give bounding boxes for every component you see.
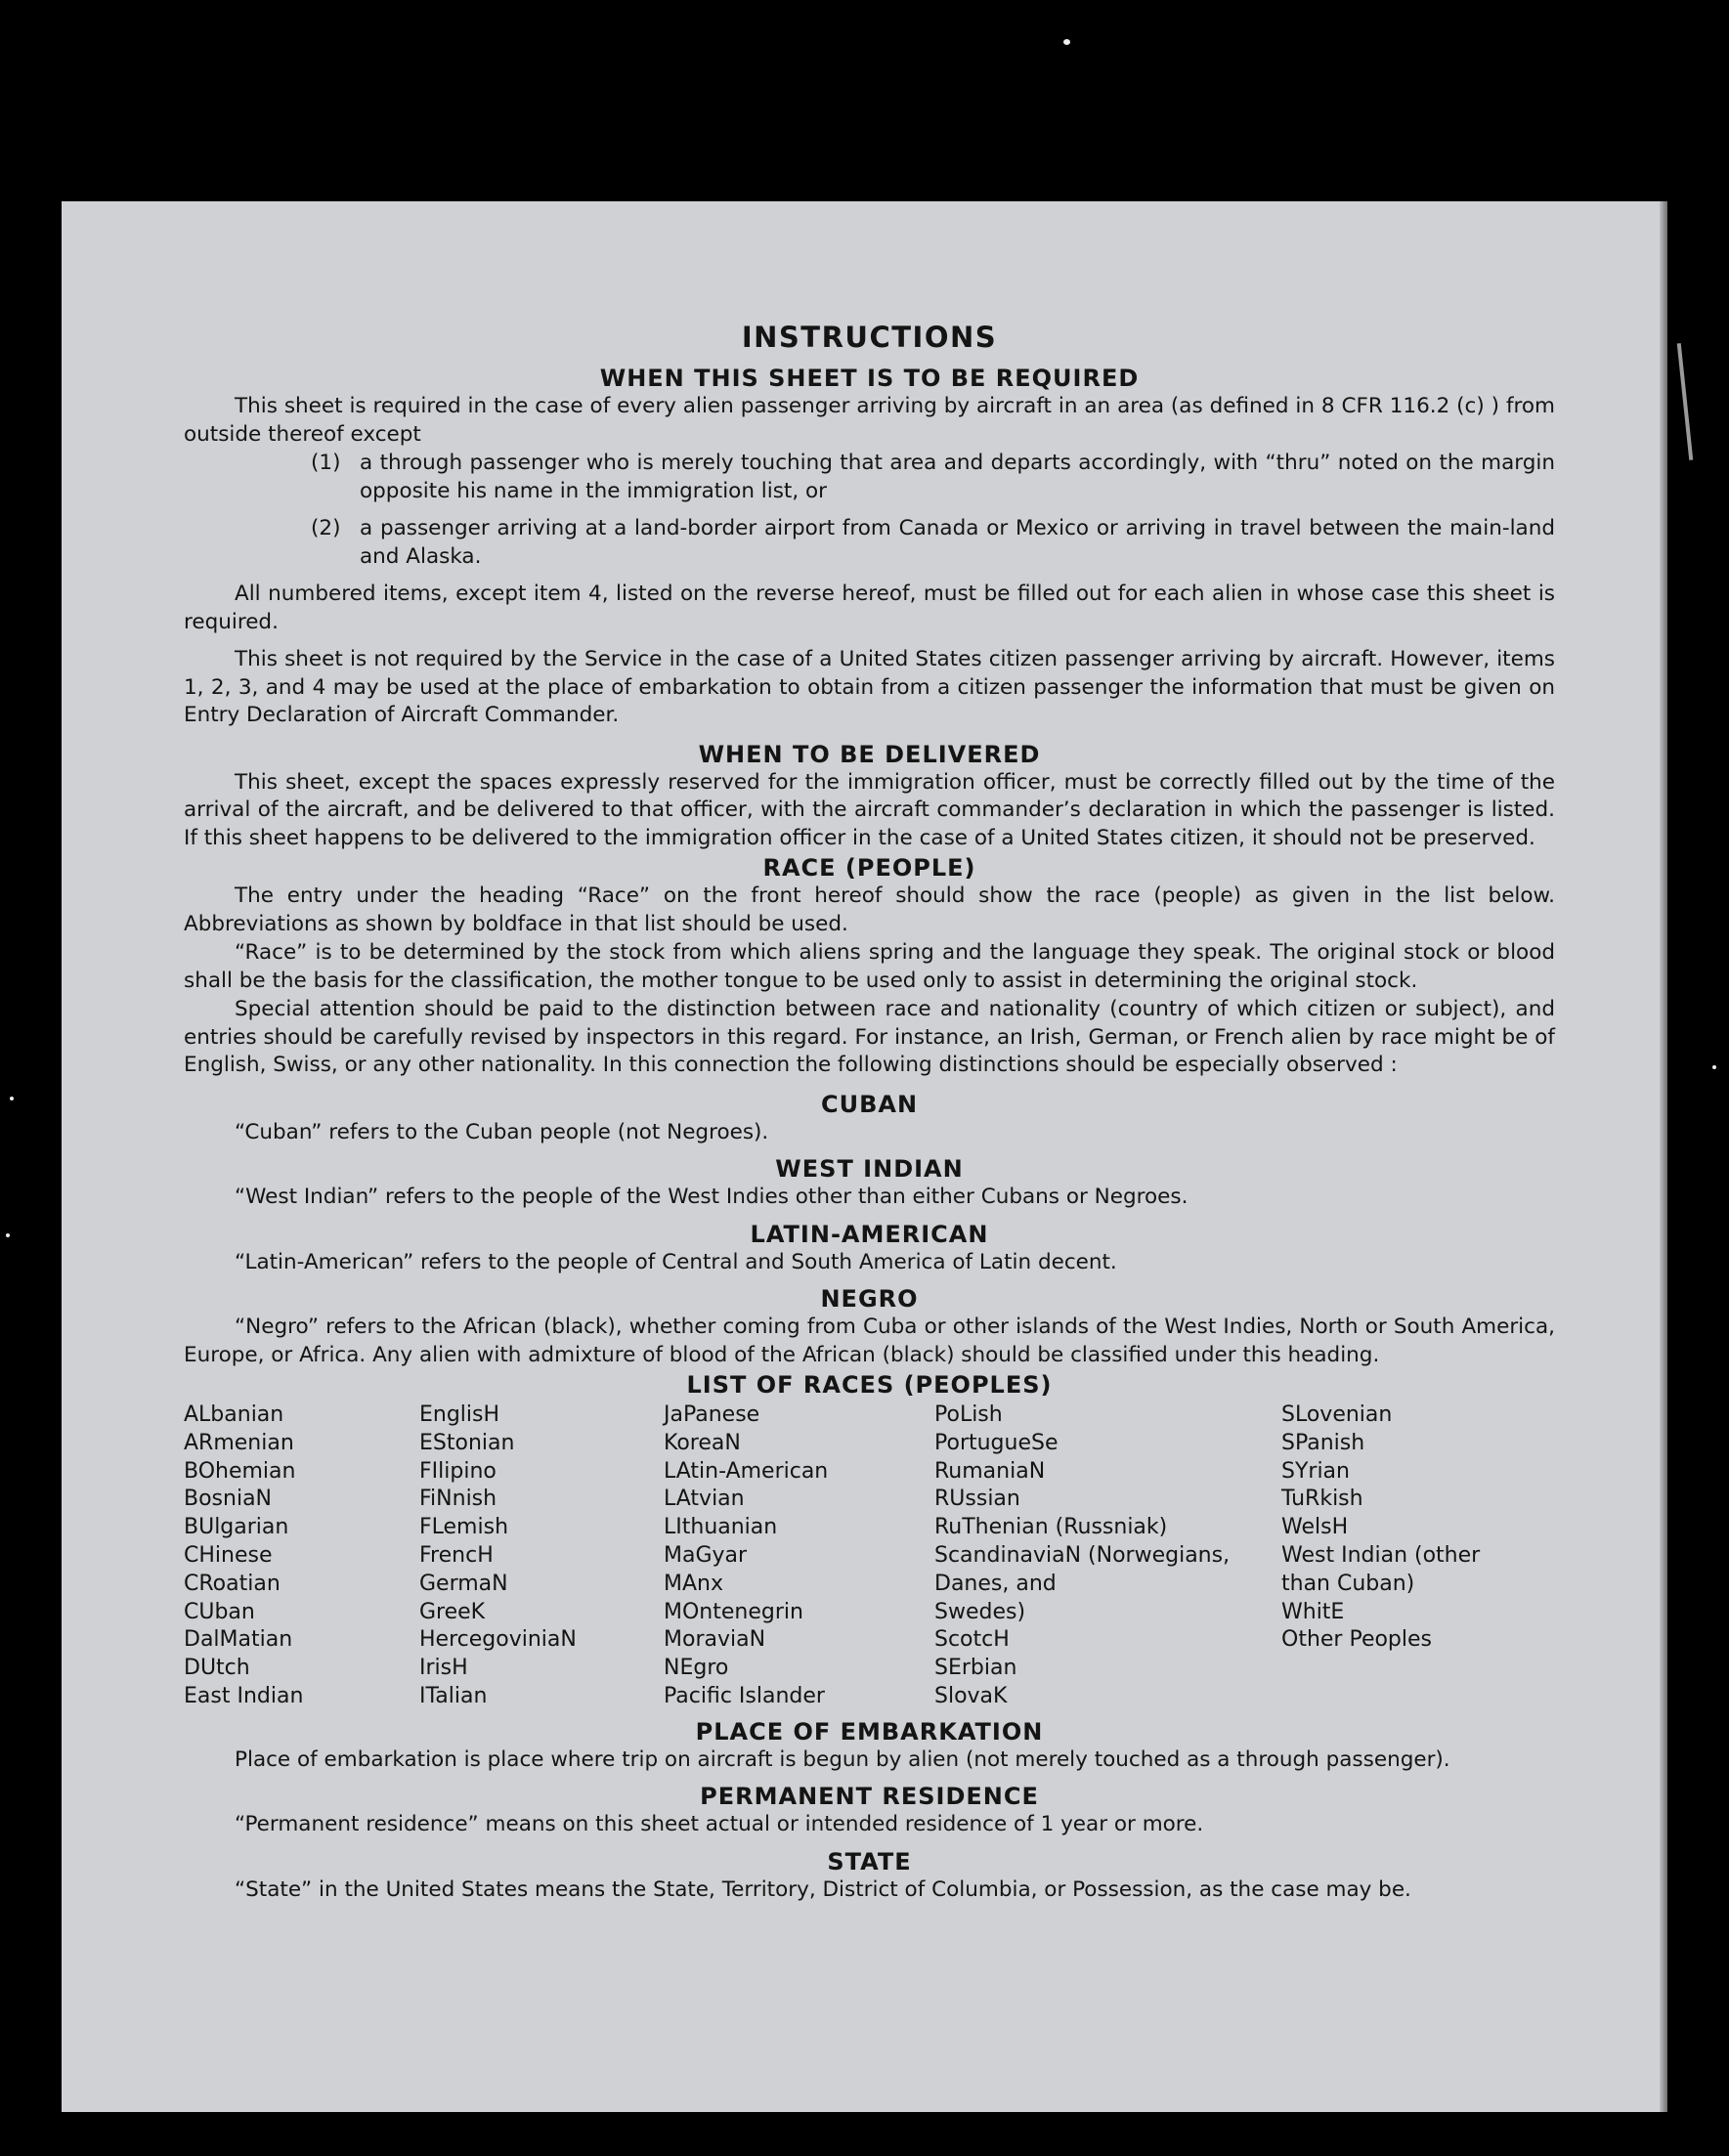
race-entry: IrisH [419, 1656, 468, 1681]
section-heading: LATIN-AMERICAN [750, 1220, 989, 1248]
race-entry: TuRkish [1281, 1487, 1363, 1512]
section-heading: WHEN THIS SHEET IS TO BE REQUIRED [599, 365, 1140, 392]
race-entry: ScandinaviaN (Norwegians, [934, 1542, 1231, 1568]
section-heading: WHEN TO BE DELIVERED [698, 740, 1041, 768]
paragraph: The entry under the heading “Race” on the front hereof should show the race (people) as given in the list below. Abbreviations as shown by boldface in that list should be used. [184, 884, 1555, 936]
document-page [62, 201, 1662, 2112]
section-heading: PLACE OF EMBARKATION [695, 1717, 1044, 1746]
race-entry: DUtch [184, 1656, 250, 1681]
race-entry: EStonian [419, 1430, 515, 1455]
race-entry: SPanish [1281, 1430, 1365, 1455]
clause-text: a passenger arriving at a land-border airport from Canada or Mexico or arriving in travel between the main-land and Alaska. [360, 516, 1555, 569]
section-heading: LIST OF RACES (PEOPLES) [686, 1371, 1053, 1399]
clause-item [184, 515, 1555, 571]
paragraph: This sheet is required in the case of every alien passenger arriving by aircraft in an area (as defined in 8 CFR 116.2 (c) ) from outside thereof except [184, 394, 1555, 447]
section-heading: RACE (PEOPLE) [762, 854, 976, 882]
paragraph: Place of embarkation is place where trip on aircraft is begun by alien (not merely touched as a through passenger). [235, 1746, 1450, 1772]
race-entry: MaGyar [664, 1542, 748, 1568]
section-list-of-races [184, 1370, 1555, 1711]
race-entry: East Indian [184, 1683, 304, 1708]
race-entry: Pacific Islander [664, 1683, 825, 1708]
section-heading: WEST INDIAN [775, 1155, 964, 1183]
race-entry: KoreaN [664, 1430, 741, 1455]
paper-edge-mark [1677, 343, 1694, 460]
race-entry: Swedes) [934, 1599, 1026, 1624]
paragraph: All numbered items, except item 4, listed on the reverse hereof, must be filled out for each alien in whose case this sheet is required. [184, 582, 1555, 634]
race-entry: SYrian [1281, 1458, 1350, 1484]
paragraph: This sheet, except the spaces expressly reserved for the immigration officer, must be correctly filled out by the time of the arrival of the aircraft, and be delivered to that officer, with the aircraft commander’s declaration in which the passenger is listed. If this sheet happens to be delivered to the immigration officer in the case of a United States citizen, it should not be preserved. [184, 769, 1555, 850]
race-entry: MAnx [664, 1571, 723, 1596]
paragraph: “Race” is to be determined by the stock from which aliens spring and the language they speak. The original stock or blood shall be the basis for the classification, the mother tongue to be used only to assist in determining the original stock. [184, 940, 1555, 993]
race-entry: SlovaK [934, 1683, 1008, 1708]
race-entry: FLemish [419, 1515, 509, 1540]
race-entry: RUssian [934, 1487, 1020, 1512]
race-entry: ScotcH [934, 1627, 1010, 1653]
race-entry: DalMatian [184, 1627, 293, 1653]
race-entry: WhitE [1281, 1599, 1345, 1624]
paragraph: This sheet is not required by the Service in the case of a United States citizen passenger arriving by aircraft. However, items 1, 2, 3, and 4 may be used at the place of embarkation to obtain from a citizen passenger the information that must be given on Entry Declaration of Aircraft Commander. [184, 647, 1555, 727]
section-permanent-residence [184, 1782, 1555, 1839]
paragraph: “Negro” refers to the African (black), whether coming from Cuba or other islands of the West Indies, North or South America, Europe, or Africa. Any alien with admixture of blood of the African (black) should be classified under this heading. [184, 1315, 1555, 1367]
paragraph: “Cuban” refers to the Cuban people (not Negroes). [235, 1119, 769, 1144]
race-entry: RuThenian (Russniak) [934, 1515, 1168, 1540]
race-entry: GermaN [419, 1571, 508, 1596]
scan-speck [6, 1233, 10, 1237]
race-entry: LAtvian [664, 1487, 745, 1512]
section-heading: NEGRO [820, 1285, 919, 1313]
scan-speck [1063, 39, 1070, 45]
race-entry: FIlipino [419, 1458, 497, 1484]
page-title: INSTRUCTIONS [741, 321, 998, 354]
race-entry: PoLish [934, 1402, 1003, 1427]
section-place-of-embarkation [184, 1717, 1555, 1775]
race-entry: BOhemian [184, 1458, 296, 1484]
race-entry: WelsH [1281, 1515, 1349, 1540]
race-entry: NEgro [664, 1656, 729, 1681]
paragraph: “Latin-American” refers to the people of Central and South America of Latin decent. [235, 1249, 1117, 1274]
race-entry: ALbanian [184, 1402, 284, 1427]
race-entry: MOntenegrin [664, 1599, 803, 1624]
section-west-indian [184, 1154, 1555, 1212]
section-when-required [184, 364, 1555, 730]
race-entry: BUlgarian [184, 1515, 289, 1540]
scan-speck [10, 1097, 14, 1100]
paragraph: “West Indian” refers to the people of the West Indies other than either Cubans or Negroes. [235, 1185, 1189, 1209]
paragraph: “State” in the United States means the State, Territory, District of Columbia, or Possession, as the case may be. [235, 1876, 1411, 1902]
races-column [184, 1401, 419, 1711]
races-column [1281, 1401, 1545, 1711]
races-column [934, 1401, 1281, 1711]
race-entry: CUban [184, 1599, 255, 1624]
clause-list [184, 450, 1555, 571]
paragraph: Special attention should be paid to the distinction between race and nationality (country of which citizen or subject), and entries should be carefully revised by inspectors in this regard. For instance, an Irish, German, or French alien by race might be of English, Swiss, or any other nationality. In this connection the following distinctions should be especially observed : [184, 997, 1555, 1077]
races-column [664, 1401, 934, 1711]
race-entry: West Indian (other [1281, 1542, 1481, 1568]
section-cuban [184, 1090, 1555, 1147]
race-entry: RumaniaN [934, 1458, 1046, 1484]
section-negro [184, 1284, 1555, 1369]
race-entry: JaPanese [664, 1402, 760, 1427]
paragraph: “Permanent residence” means on this sheet actual or intended residence of 1 year or more. [235, 1812, 1204, 1837]
race-entry: SErbian [934, 1656, 1017, 1681]
clause-item [184, 450, 1555, 505]
section-heading: STATE [827, 1847, 912, 1876]
race-entry: LIthuanian [664, 1515, 778, 1540]
race-entry: BosniaN [184, 1487, 273, 1512]
race-entry: Other Peoples [1281, 1627, 1433, 1653]
section-heading: CUBAN [820, 1090, 919, 1118]
section-heading: PERMANENT RESIDENCE [700, 1783, 1039, 1811]
section-latin-american [184, 1220, 1555, 1277]
section-race [184, 853, 1555, 1080]
race-entry: ITalian [419, 1683, 488, 1708]
scan-speck [1712, 1065, 1716, 1069]
race-entry: CHinese [184, 1542, 273, 1568]
clause-text: a through passenger who is merely touching that area and departs accordingly, with “thru” noted on the margin opposite his name in the immigration list, or [360, 451, 1555, 503]
race-entry: GreeK [419, 1599, 486, 1624]
race-entry: SLovenian [1281, 1402, 1393, 1427]
races-list [184, 1401, 1555, 1711]
race-entry: PortugueSe [934, 1430, 1059, 1455]
clause-number: (1) [311, 451, 341, 475]
race-entry: HercegoviniaN [419, 1627, 577, 1653]
race-entry: ARmenian [184, 1430, 294, 1455]
clause-number: (2) [311, 516, 341, 540]
races-column [419, 1401, 664, 1711]
race-entry: MoraviaN [664, 1627, 766, 1653]
section-state [184, 1847, 1555, 1905]
race-entry: LAtin-American [664, 1458, 829, 1484]
race-entry: EnglisH [419, 1402, 500, 1427]
race-entry: Danes, and [934, 1571, 1057, 1596]
race-entry: FrencH [419, 1542, 494, 1568]
race-entry: FiNnish [419, 1487, 497, 1512]
race-entry: than Cuban) [1281, 1571, 1415, 1596]
section-when-delivered [184, 740, 1555, 853]
race-entry: CRoatian [184, 1571, 281, 1596]
